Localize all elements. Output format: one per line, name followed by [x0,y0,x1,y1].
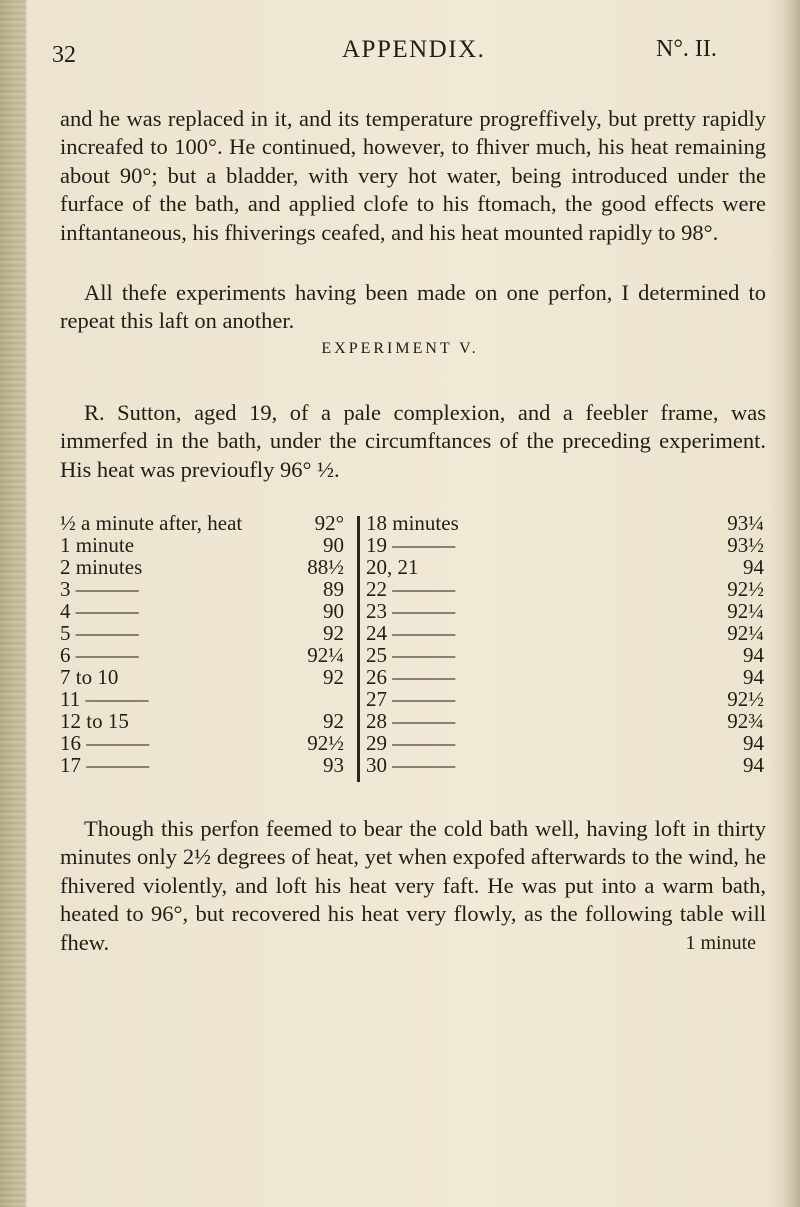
row-value: 94 [743,555,764,579]
table-row [60,666,352,688]
row-value: 94 [743,753,764,777]
table-row [366,732,764,754]
row-value: 93¼ [727,511,764,535]
row-label: 3 ——— [60,577,139,601]
section-number: N°. II. [656,36,717,62]
paragraph-4: Though this perfon feemed to bear the cold bath well, having loft in thirty minutes only 2½ degrees of heat, yet when expofed afterwards to the wind, he fhivered violently, and loft his heat very faft. He was put into a warm bath, heated to 96°, but recovered his heat very flowly, as the following table will fhew. [60,815,766,955]
row-value: 92¼ [727,599,764,623]
table-row [60,688,352,710]
table-row [60,622,352,644]
row-label: 6 ——— [60,643,139,667]
table-row [366,644,764,666]
paragraph-2: All thefe experiments having been made on one perfon, I determined to repeat this laft on another. [60,279,766,333]
table-row [366,666,764,688]
row-value: 89 [323,577,344,601]
row-label: 7 to 10 [60,665,119,689]
table-row [366,512,764,534]
row-value: 92° [314,511,344,535]
table-row [60,578,352,600]
table-row [60,710,352,732]
row-label: 18 minutes [366,511,459,535]
table-row [366,578,764,600]
row-label: 19 ——— [366,533,456,557]
row-value: 92½ [727,577,764,601]
row-value: 92 [323,621,344,645]
row-label: 2 minutes [60,555,143,579]
running-title: APPENDIX. [342,36,486,63]
row-value: 88½ [307,555,344,579]
row-value: 93½ [727,533,764,557]
row-value: 94 [743,731,764,755]
table-row [60,512,352,534]
experiment-heading: EXPERIMENT V. [321,340,479,357]
row-value: 94 [743,643,764,667]
table-column-right [366,512,764,776]
temperature-table [60,512,780,784]
table-row [366,754,764,776]
row-label: 25 ——— [366,643,456,667]
row-label: 11 ——— [60,687,149,711]
table-row [60,644,352,666]
page-header [52,36,772,70]
row-value: 92 [323,665,344,689]
row-label: 30 ——— [366,753,456,777]
page-gutter-left [0,0,26,1207]
page-number: 32 [52,42,76,68]
table-row [60,600,352,622]
row-value: 92¼ [307,643,344,667]
paragraph-3: R. Sutton, aged 19, of a pale complexion, and a feebler frame, was immerfed in the bath, under the circumftances of the preceding experiment. His heat was previoufly 96° ½. [60,399,766,482]
table-row [60,754,352,776]
row-label: 17 ——— [60,753,150,777]
table-row [60,556,352,578]
row-value: 94 [743,665,764,689]
row-label: 12 to 15 [60,709,129,733]
row-value: 92¾ [727,709,764,733]
row-label: 28 ——— [366,709,456,733]
table-row [366,710,764,732]
row-label: 20, 21 [366,555,419,579]
row-label: 23 ——— [366,599,456,623]
row-value: 90 [323,533,344,557]
row-label: 24 ——— [366,621,456,645]
table-row [366,622,764,644]
table-row [366,600,764,622]
table-row [366,688,764,710]
row-label: 29 ——— [366,731,456,755]
row-value: 92½ [307,731,344,755]
catchword: 1 minute [685,932,756,954]
paragraph-1: and he was replaced in it, and its temperature progreffively, but pretty rapidly increafed to 100°. He continued, however, to fhiver much, his heat remaining about 90°; but a bladder, with very hot water, being introduced under the furface of the bath, and applied clofe to his ftomach, the good effects were inftantaneous, his fhiverings ceafed, and his heat mounted rapidly to 98°. [60,105,766,245]
page-edge-right [782,0,800,1207]
row-label: 4 ——— [60,599,139,623]
column-divider [357,516,360,782]
row-label: 26 ——— [366,665,456,689]
table-row [60,534,352,556]
row-value: 93 [323,753,344,777]
row-label: 22 ——— [366,577,456,601]
row-value: 92½ [727,687,764,711]
row-value: 90 [323,599,344,623]
row-label: 27 ——— [366,687,456,711]
table-row [60,732,352,754]
row-value: 92¼ [727,621,764,645]
row-label: 5 ——— [60,621,139,645]
row-label: 16 ——— [60,731,150,755]
table-column-left [60,512,352,776]
row-label: 1 minute [60,533,135,557]
table-row [366,556,764,578]
row-value: 92 [323,709,344,733]
table-row [366,534,764,556]
row-label: ½ a minute after, heat [60,511,243,535]
